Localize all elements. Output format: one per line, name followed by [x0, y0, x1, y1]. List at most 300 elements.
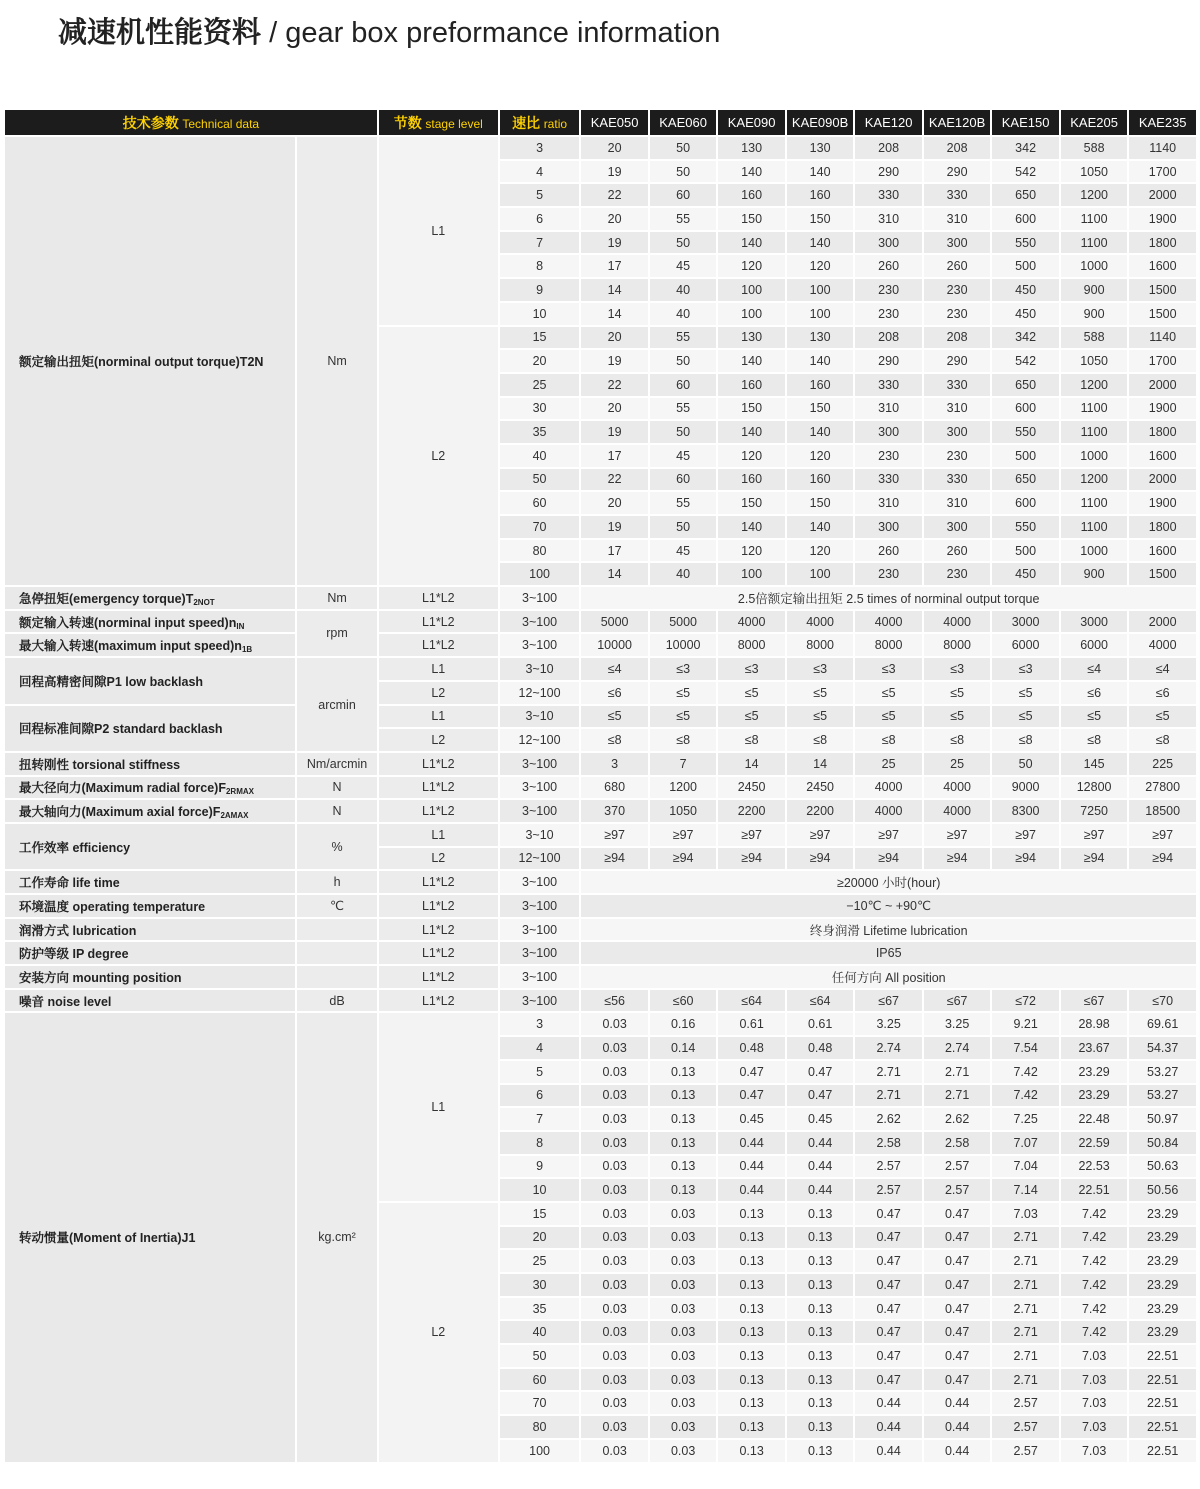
value-cell: 2.74: [924, 1037, 991, 1059]
value-cell: 550: [992, 232, 1059, 254]
unit-cell: arcmin: [297, 658, 377, 751]
merged-value-cell: IP65: [581, 942, 1196, 964]
value-cell: 208: [924, 137, 991, 159]
value-cell: 10000: [581, 634, 648, 656]
value-cell: 22.48: [1061, 1108, 1128, 1130]
value-cell: ≤8: [992, 729, 1059, 751]
table-row: [5, 706, 1196, 728]
value-cell: ≤6: [581, 682, 648, 704]
parameter-label: 工作寿命 life time: [5, 871, 295, 893]
page-title-en: gear box preformance information: [285, 17, 721, 49]
stage-cell: L1*L2: [379, 611, 498, 633]
value-cell: 0.16: [650, 1013, 717, 1035]
value-cell: 0.03: [581, 1345, 648, 1367]
value-cell: 7.42: [992, 1085, 1059, 1107]
table-row: [5, 966, 1196, 988]
value-cell: 0.03: [650, 1345, 717, 1367]
value-cell: 7.03: [1061, 1345, 1128, 1367]
value-cell: 330: [855, 184, 922, 206]
table-row: [5, 611, 1196, 633]
ratio-cell: 3~100: [500, 611, 580, 633]
value-cell: 290: [924, 350, 991, 372]
value-cell: 50.97: [1129, 1108, 1196, 1130]
value-cell: 0.14: [650, 1037, 717, 1059]
value-cell: 0.13: [787, 1298, 854, 1320]
value-cell: 23.29: [1061, 1085, 1128, 1107]
value-cell: 1900: [1129, 208, 1196, 230]
value-cell: ≤5: [924, 682, 991, 704]
value-cell: 330: [924, 184, 991, 206]
table-row: [5, 137, 1196, 159]
value-cell: 55: [650, 398, 717, 420]
ratio-cell: 3~100: [500, 942, 580, 964]
value-cell: 0.13: [787, 1392, 854, 1414]
stage-cell: L1: [379, 824, 498, 846]
value-cell: 7.42: [1061, 1227, 1128, 1249]
value-cell: 0.47: [855, 1203, 922, 1225]
value-cell: ≤4: [1061, 658, 1128, 680]
stage-cell: L2: [379, 848, 498, 870]
value-cell: 120: [718, 445, 785, 467]
value-cell: 0.44: [855, 1392, 922, 1414]
value-cell: 310: [855, 398, 922, 420]
value-cell: 20: [581, 137, 648, 159]
value-cell: 160: [787, 374, 854, 396]
header-stage-en: stage level: [425, 116, 483, 131]
value-cell: 0.13: [787, 1321, 854, 1343]
value-cell: 0.47: [924, 1321, 991, 1343]
value-cell: ≤8: [1129, 729, 1196, 751]
value-cell: ≤5: [718, 706, 785, 728]
value-cell: ≤5: [855, 706, 922, 728]
value-cell: 0.03: [650, 1416, 717, 1438]
value-cell: 2.71: [992, 1250, 1059, 1272]
parameter-label: 额定输入转速(norminal input $speed)n_{IN}$: [5, 611, 295, 633]
value-cell: 1100: [1061, 232, 1128, 254]
value-cell: ≥94: [1129, 848, 1196, 870]
table-row: [5, 1013, 1196, 1035]
ratio-cell: 4: [500, 161, 580, 183]
value-cell: 1800: [1129, 232, 1196, 254]
value-cell: 2.58: [924, 1132, 991, 1154]
value-cell: 7.03: [1061, 1369, 1128, 1391]
value-cell: 542: [992, 350, 1059, 372]
ratio-cell: 3~100: [500, 800, 580, 822]
value-cell: 0.47: [924, 1227, 991, 1249]
ratio-cell: 80: [500, 540, 580, 562]
value-cell: 0.03: [581, 1416, 648, 1438]
value-cell: 14: [581, 303, 648, 325]
value-cell: 0.03: [581, 1250, 648, 1272]
value-cell: 260: [855, 255, 922, 277]
value-cell: 0.13: [718, 1321, 785, 1343]
value-cell: 600: [992, 208, 1059, 230]
value-cell: 12800: [1061, 777, 1128, 799]
value-cell: 1600: [1129, 445, 1196, 467]
value-cell: 2.58: [855, 1132, 922, 1154]
value-cell: ≥97: [581, 824, 648, 846]
value-cell: 50: [992, 753, 1059, 775]
ratio-cell: 3~100: [500, 990, 580, 1012]
value-cell: ≥97: [718, 824, 785, 846]
value-cell: 0.47: [924, 1369, 991, 1391]
ratio-cell: 5: [500, 184, 580, 206]
ratio-cell: 20: [500, 1227, 580, 1249]
value-cell: 2000: [1129, 184, 1196, 206]
value-cell: 0.47: [855, 1274, 922, 1296]
value-cell: ≤5: [581, 706, 648, 728]
value-cell: 1800: [1129, 516, 1196, 538]
value-cell: 600: [992, 492, 1059, 514]
value-cell: 0.44: [787, 1132, 854, 1154]
value-cell: 0.03: [581, 1227, 648, 1249]
value-cell: ≤8: [787, 729, 854, 751]
value-cell: 8000: [855, 634, 922, 656]
ratio-cell: 5: [500, 1061, 580, 1083]
value-cell: ≤64: [718, 990, 785, 1012]
value-cell: 230: [924, 303, 991, 325]
value-cell: 0.13: [787, 1440, 854, 1462]
ratio-cell: 10: [500, 303, 580, 325]
value-cell: 230: [855, 303, 922, 325]
value-cell: 0.47: [855, 1321, 922, 1343]
value-cell: 120: [787, 540, 854, 562]
value-cell: 160: [718, 374, 785, 396]
value-cell: 0.13: [718, 1392, 785, 1414]
ratio-cell: 6: [500, 208, 580, 230]
value-cell: 4000: [855, 777, 922, 799]
value-cell: ≤3: [855, 658, 922, 680]
value-cell: 40: [650, 303, 717, 325]
value-cell: 0.13: [787, 1250, 854, 1272]
value-cell: 0.13: [787, 1345, 854, 1367]
value-cell: 1100: [1061, 421, 1128, 443]
value-cell: 19: [581, 350, 648, 372]
header-model: KAE060: [650, 110, 717, 135]
value-cell: 1500: [1129, 279, 1196, 301]
value-cell: 230: [855, 445, 922, 467]
value-cell: ≤5: [1061, 706, 1128, 728]
value-cell: 3.25: [855, 1013, 922, 1035]
value-cell: 230: [924, 445, 991, 467]
value-cell: 500: [992, 445, 1059, 467]
ratio-cell: 12~100: [500, 682, 580, 704]
value-cell: 0.13: [718, 1274, 785, 1296]
value-cell: 330: [924, 469, 991, 491]
stage-cell: L1*L2: [379, 634, 498, 656]
value-cell: ≥97: [924, 824, 991, 846]
value-cell: 4000: [924, 611, 991, 633]
value-cell: 330: [924, 374, 991, 396]
value-cell: 0.03: [581, 1061, 648, 1083]
value-cell: 50: [650, 232, 717, 254]
value-cell: 650: [992, 184, 1059, 206]
value-cell: 0.03: [650, 1392, 717, 1414]
value-cell: 6000: [1061, 634, 1128, 656]
value-cell: ≤8: [924, 729, 991, 751]
value-cell: 0.44: [855, 1416, 922, 1438]
value-cell: 650: [992, 374, 1059, 396]
ratio-cell: 3: [500, 137, 580, 159]
value-cell: 208: [924, 327, 991, 349]
parameter-subscript: 2NOT: [193, 597, 215, 607]
value-cell: 0.03: [581, 1392, 648, 1414]
unit-cell: N: [297, 777, 377, 799]
value-cell: 0.03: [650, 1203, 717, 1225]
ratio-cell: 4: [500, 1037, 580, 1059]
value-cell: 0.03: [581, 1132, 648, 1154]
value-cell: ≥94: [924, 848, 991, 870]
value-cell: 7.42: [1061, 1321, 1128, 1343]
value-cell: 2.57: [855, 1179, 922, 1201]
ratio-cell: 35: [500, 421, 580, 443]
stage-cell: L1*L2: [379, 942, 498, 964]
header-param-cn: 技术参数: [122, 114, 179, 131]
value-cell: 140: [787, 516, 854, 538]
value-cell: 1100: [1061, 208, 1128, 230]
value-cell: 0.03: [650, 1274, 717, 1296]
unit-cell: Nm: [297, 137, 377, 585]
value-cell: 50: [650, 137, 717, 159]
value-cell: 6000: [992, 634, 1059, 656]
value-cell: ≥97: [855, 824, 922, 846]
value-cell: ≤8: [718, 729, 785, 751]
unit-cell: rpm: [297, 611, 377, 656]
value-cell: 0.03: [581, 1013, 648, 1035]
value-cell: 1000: [1061, 445, 1128, 467]
value-cell: 290: [855, 350, 922, 372]
value-cell: 23.29: [1129, 1203, 1196, 1225]
value-cell: 0.47: [924, 1203, 991, 1225]
stage-cell: L1*L2: [379, 966, 498, 988]
value-cell: 23.29: [1129, 1250, 1196, 1272]
value-cell: 50.63: [1129, 1156, 1196, 1178]
value-cell: 0.44: [855, 1440, 922, 1462]
stage-cell: L2: [379, 327, 498, 586]
value-cell: 19: [581, 421, 648, 443]
value-cell: 230: [924, 563, 991, 585]
value-cell: 0.47: [718, 1061, 785, 1083]
value-cell: 8000: [718, 634, 785, 656]
value-cell: 100: [718, 303, 785, 325]
value-cell: 150: [718, 208, 785, 230]
value-cell: 1700: [1129, 161, 1196, 183]
value-cell: 1200: [1061, 374, 1128, 396]
value-cell: 230: [924, 279, 991, 301]
value-cell: 0.44: [718, 1156, 785, 1178]
parameter-label: 扭转刚性 torsional stiffness: [5, 753, 295, 775]
value-cell: 0.47: [855, 1250, 922, 1272]
parameter-label: 急停扭矩(emergency $torque)T_{2NOT}$: [5, 587, 295, 609]
value-cell: 260: [924, 255, 991, 277]
value-cell: ≤6: [1129, 682, 1196, 704]
value-cell: 18500: [1129, 800, 1196, 822]
value-cell: 0.47: [924, 1345, 991, 1367]
unit-cell: Nm: [297, 587, 377, 609]
table-row: [5, 800, 1196, 822]
value-cell: 0.13: [787, 1274, 854, 1296]
value-cell: 300: [855, 421, 922, 443]
value-cell: 1500: [1129, 303, 1196, 325]
value-cell: 500: [992, 540, 1059, 562]
value-cell: 0.13: [787, 1416, 854, 1438]
value-cell: 150: [787, 208, 854, 230]
value-cell: 23.29: [1129, 1298, 1196, 1320]
stage-cell: L1*L2: [379, 919, 498, 941]
value-cell: 2.57: [992, 1416, 1059, 1438]
value-cell: ≤60: [650, 990, 717, 1012]
value-cell: 53.27: [1129, 1085, 1196, 1107]
value-cell: 50: [650, 350, 717, 372]
value-cell: 0.03: [581, 1298, 648, 1320]
value-cell: ≤4: [581, 658, 648, 680]
table-row: [5, 634, 1196, 656]
page-title-cn: 减速机性能资料: [58, 15, 262, 49]
parameter-label: 安装方向 mounting position: [5, 966, 295, 988]
value-cell: 150: [718, 492, 785, 514]
value-cell: ≥94: [650, 848, 717, 870]
value-cell: 7.42: [1061, 1298, 1128, 1320]
value-cell: 0.13: [650, 1156, 717, 1178]
ratio-cell: 60: [500, 492, 580, 514]
value-cell: 160: [718, 184, 785, 206]
parameter-label: 转动惯量(Moment of Inertia)J1: [5, 1013, 295, 1461]
value-cell: 1900: [1129, 398, 1196, 420]
stage-cell: L1: [379, 658, 498, 680]
value-cell: 450: [992, 563, 1059, 585]
value-cell: 54.37: [1129, 1037, 1196, 1059]
value-cell: 0.03: [581, 1274, 648, 1296]
value-cell: ≥94: [992, 848, 1059, 870]
value-cell: 160: [787, 469, 854, 491]
value-cell: 0.13: [718, 1227, 785, 1249]
value-cell: 342: [992, 327, 1059, 349]
value-cell: 100: [787, 563, 854, 585]
page-title-separator: /: [261, 17, 286, 49]
value-cell: ≥97: [992, 824, 1059, 846]
value-cell: 14: [718, 753, 785, 775]
ratio-cell: 15: [500, 327, 580, 349]
value-cell: 10000: [650, 634, 717, 656]
value-cell: 342: [992, 137, 1059, 159]
value-cell: 1140: [1129, 327, 1196, 349]
value-cell: 50.56: [1129, 1179, 1196, 1201]
value-cell: 542: [992, 161, 1059, 183]
value-cell: 7: [650, 753, 717, 775]
value-cell: ≤3: [718, 658, 785, 680]
value-cell: 330: [855, 469, 922, 491]
value-cell: ≥97: [1129, 824, 1196, 846]
value-cell: 0.44: [787, 1156, 854, 1178]
value-cell: ≤70: [1129, 990, 1196, 1012]
value-cell: 20: [581, 492, 648, 514]
value-cell: 9000: [992, 777, 1059, 799]
value-cell: 2.71: [855, 1061, 922, 1083]
ratio-cell: 3~10: [500, 824, 580, 846]
page-title: [58, 10, 720, 51]
value-cell: 310: [924, 492, 991, 514]
value-cell: ≤5: [650, 706, 717, 728]
ratio-cell: 100: [500, 1440, 580, 1462]
value-cell: 1200: [1061, 184, 1128, 206]
value-cell: 50: [650, 421, 717, 443]
value-cell: ≤5: [924, 706, 991, 728]
value-cell: 550: [992, 421, 1059, 443]
value-cell: 7.03: [1061, 1440, 1128, 1462]
parameter-subscript: 1B: [241, 645, 253, 655]
value-cell: 4000: [855, 611, 922, 633]
ratio-cell: 8: [500, 255, 580, 277]
value-cell: 22.51: [1129, 1416, 1196, 1438]
parameter-label: 最大轴向力(Maximum axial $force)F_{2AMAX}$: [5, 800, 295, 822]
value-cell: 7.03: [992, 1203, 1059, 1225]
value-cell: 0.03: [581, 1085, 648, 1107]
value-cell: 45: [650, 445, 717, 467]
value-cell: 40: [650, 279, 717, 301]
ratio-cell: 3: [500, 1013, 580, 1035]
ratio-cell: 3~100: [500, 871, 580, 893]
value-cell: 0.47: [855, 1345, 922, 1367]
value-cell: 0.47: [718, 1085, 785, 1107]
value-cell: 0.13: [718, 1345, 785, 1367]
value-cell: 4000: [718, 611, 785, 633]
value-cell: 1050: [650, 800, 717, 822]
table-row: [5, 777, 1196, 799]
stage-cell: L1*L2: [379, 587, 498, 609]
unit-cell: %: [297, 824, 377, 869]
value-cell: ≤5: [992, 706, 1059, 728]
stage-cell: L2: [379, 729, 498, 751]
value-cell: ≥97: [1061, 824, 1128, 846]
value-cell: 50: [650, 516, 717, 538]
value-cell: ≤5: [718, 682, 785, 704]
value-cell: 1800: [1129, 421, 1196, 443]
value-cell: 650: [992, 469, 1059, 491]
value-cell: ≤5: [855, 682, 922, 704]
ratio-cell: 12~100: [500, 729, 580, 751]
value-cell: 2.74: [855, 1037, 922, 1059]
value-cell: 60: [650, 374, 717, 396]
value-cell: ≤3: [924, 658, 991, 680]
value-cell: 7.42: [1061, 1274, 1128, 1296]
value-cell: 130: [718, 327, 785, 349]
stage-cell: L1: [379, 1013, 498, 1201]
value-cell: 140: [787, 421, 854, 443]
value-cell: 0.47: [855, 1369, 922, 1391]
table-header-row: [5, 110, 1196, 135]
value-cell: 0.03: [581, 1203, 648, 1225]
value-cell: ≤8: [650, 729, 717, 751]
unit-cell: kg.cm²: [297, 1013, 377, 1461]
value-cell: 3000: [1061, 611, 1128, 633]
ratio-cell: 25: [500, 1250, 580, 1272]
value-cell: 160: [787, 184, 854, 206]
value-cell: 900: [1061, 279, 1128, 301]
header-model: KAE120B: [924, 110, 991, 135]
value-cell: 1050: [1061, 161, 1128, 183]
value-cell: 1500: [1129, 563, 1196, 585]
ratio-cell: 3~100: [500, 966, 580, 988]
value-cell: 2.71: [924, 1085, 991, 1107]
value-cell: 0.13: [787, 1369, 854, 1391]
value-cell: ≤3: [650, 658, 717, 680]
value-cell: ≤56: [581, 990, 648, 1012]
table-row: [5, 871, 1196, 893]
value-cell: 7.14: [992, 1179, 1059, 1201]
value-cell: 120: [787, 255, 854, 277]
value-cell: 0.47: [924, 1298, 991, 1320]
value-cell: 2.62: [924, 1108, 991, 1130]
